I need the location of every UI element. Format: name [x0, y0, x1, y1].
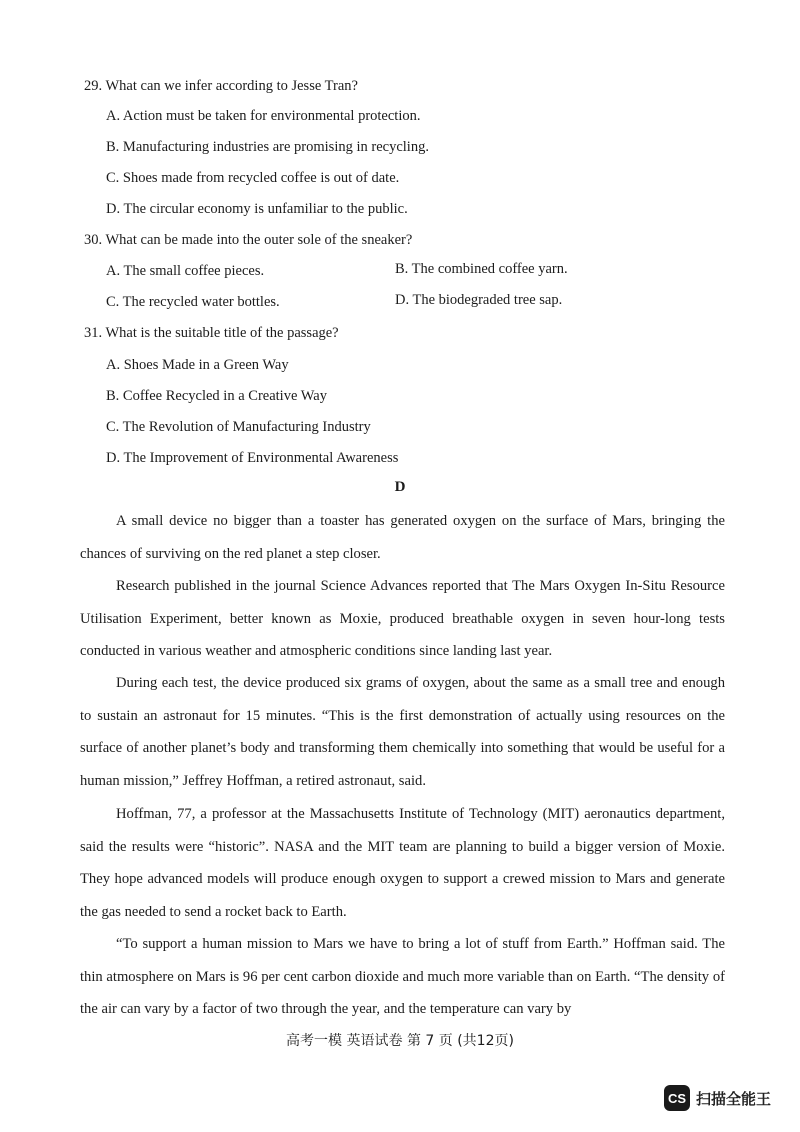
question-29-stem: 29. What can we infer according to Jesse Tran?: [84, 78, 358, 94]
passage-paragraph-1: A small device no bigger than a toaster has generated oxygen on the surface of Mars, bringing the chances of surviving on the red planet a step closer.: [80, 513, 725, 562]
question-29-option-d: D. The circular economy is unfamiliar to the public.: [106, 201, 408, 217]
question-30-option-d: D. The biodegraded tree sap.: [395, 292, 563, 308]
question-29-option-a: A. Action must be taken for environmental protection.: [106, 108, 421, 124]
scanner-watermark: [664, 1085, 771, 1111]
question-30-option-c: C. The recycled water bottles.: [106, 294, 280, 310]
passage-paragraph-5: “To support a human mission to Mars we have to bring a lot of stuff from Earth.” Hoffman said. The thin atmosphere on Mars is 96 per cent carbon dioxide and much more variable than on Earth. “The density of the air can vary by a factor of two through the year, and the temperature can vary by: [80, 936, 725, 1017]
section-title: D: [394, 479, 406, 495]
question-31-option-c: C. The Revolution of Manufacturing Industry: [106, 419, 371, 435]
question-30-stem: 30. What can be made into the outer sole of the sneaker?: [84, 232, 413, 248]
question-31-stem: 31. What is the suitable title of the passage?: [84, 325, 339, 341]
scanner-app-name: 扫描全能王: [696, 1089, 772, 1108]
question-30-option-b: B. The combined coffee yarn.: [395, 261, 568, 277]
passage-paragraph-2: Research published in the journal Science Advances reported that The Mars Oxygen In-Situ Resource Utilisation Experiment, better known as Moxie, produced breathable oxygen in seven hour-long tests conducted in various weather and atmospheric conditions since landing last year.: [80, 578, 725, 659]
question-30-option-a: A. The small coffee pieces.: [106, 263, 265, 279]
question-31-option-b: B. Coffee Recycled in a Creative Way: [106, 388, 327, 404]
question-29-option-b: B. Manufacturing industries are promising in recycling.: [106, 139, 429, 155]
passage-paragraph-3: During each test, the device produced six grams of oxygen, about the same as a small tree and enough to sustain an astronaut for 15 minutes. “This is the first demonstration of actually using resources on the surface of another planet’s body and transforming them chemically into something that would be useful for a human mission,” Jeffrey Hoffman, a retired astronaut, said.: [80, 675, 725, 789]
camscanner-logo-icon: CS: [664, 1085, 690, 1111]
question-29-option-c: C. Shoes made from recycled coffee is out of date.: [106, 170, 400, 186]
page-footer: 高考一模 英语试卷 第 7 页 (共12页): [286, 1033, 514, 1049]
question-31-option-d: D. The Improvement of Environmental Awareness: [106, 450, 399, 466]
passage-paragraph-4: Hoffman, 77, a professor at the Massachusetts Institute of Technology (MIT) aeronautics department, said the results were “historic”. NASA and the MIT team are planning to build a bigger version of Moxie. They hope advanced models will produce enough oxygen to support a crewed mission to Mars and generate the gas needed to send a rocket back to Earth.: [80, 806, 725, 920]
question-31-option-a: A. Shoes Made in a Green Way: [106, 357, 289, 373]
